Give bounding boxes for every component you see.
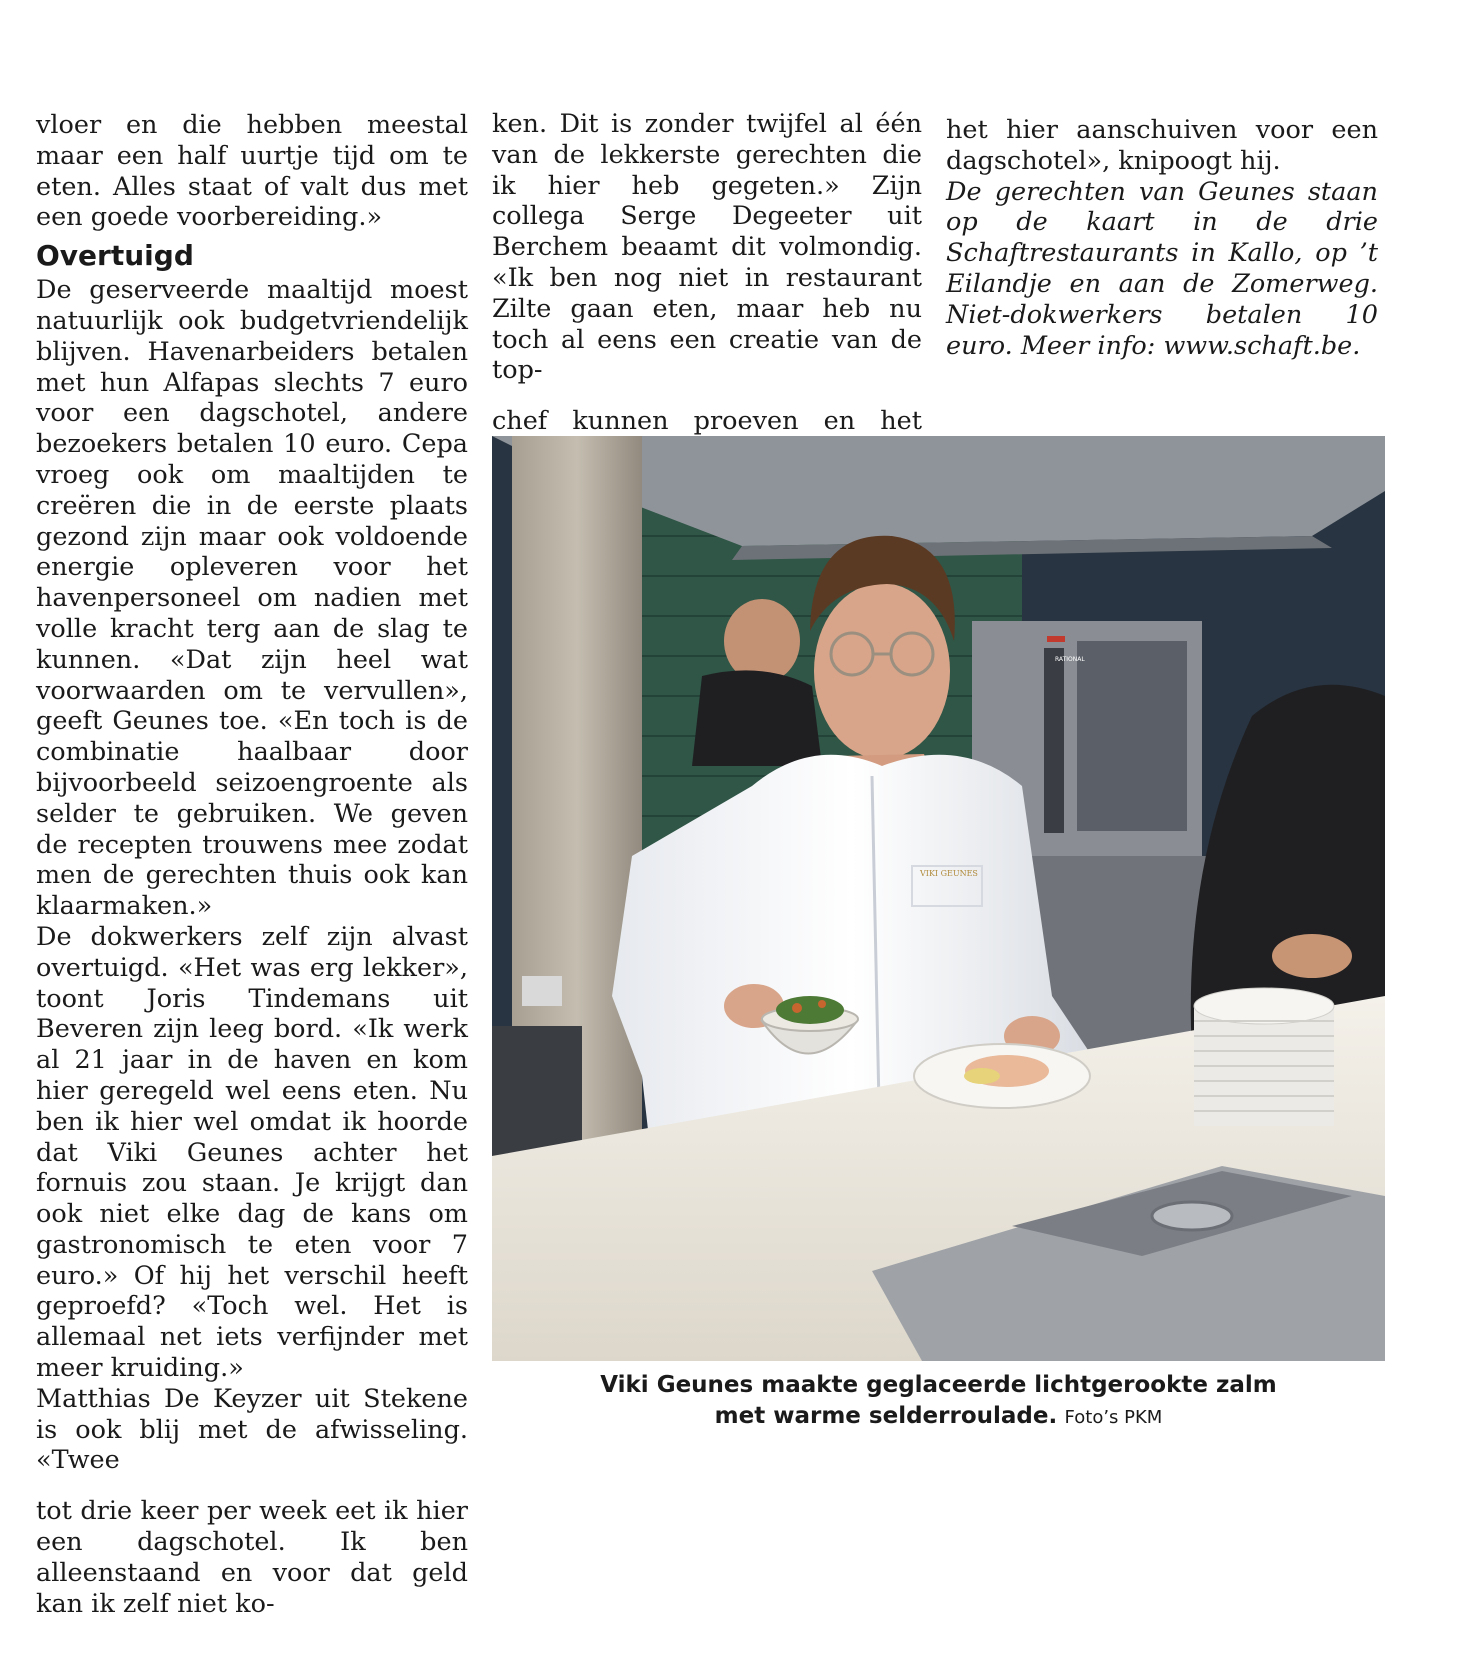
article-info-note: De gerechten van Geunes staan op de kaart in de drie Schaftrestaurants in Kallo, op ’t Eilandje en aan de Zomerweg. Niet-dokwerkers betalen 10 euro. Meer info: www.schaft.be. — [946, 176, 1378, 361]
article-subheading: Overtuigd — [36, 239, 194, 273]
photo-credit: Foto’s PKM — [1064, 1407, 1163, 1428]
article-paragraph: De geserveerde maaltijd moest natuurlijk ook budgetvriendelijk blijven. Havenarbeiders betalen met hun Alfapas slechts 7 euro voor een dagschotel, andere bezoekers betalen 10 euro. Cepa vroeg ook om maaltijden te creëren die in de eerste plaats gezond zijn maar ook voldoende energie opleveren voor het havenpersoneel om nadien met volle kracht terg aan de slag te kunnen. «Dat zijn heel wat voorwaarden om te vervullen», geeft Geunes toe. «En toch is de combinatie haalbaar door bijvoorbeeld seizoengroente als selder te gebruiken. We geven de recepten trouwens mee zodat men de gerechten thuis ook kan klaarmaken.» — [36, 275, 468, 922]
article-paragraph: Matthias De Keyzer uit Stekene is ook blij met de afwisseling. «Twee — [36, 1383, 468, 1476]
article-paragraph: De dokwerkers zelf zijn alvast overtuigd. «Het was erg lekker», toont Joris Tindemans uit Beveren zijn leeg bord. «Ik werk al 21 jaar in de haven en kom hier geregeld wel eens eten. Nu ben ik hier wel omdat ik hoorde dat Viki Geunes achter het fornuis zou staan. Je krijgt dan ook niet elke dag de kans om gastronomisch te eten voor 7 euro.» Of hij het verschil heeft geproefd? «Toch wel. Het is allemaal net iets verfijnder met meer kruiding.» — [36, 921, 468, 1384]
article-paragraph: vloer en die hebben meestal maar een half uurtje tijd om te eten. Alles staat of valt dus met een goede voorbereiding.» — [36, 110, 468, 233]
article-column-1 — [36, 110, 468, 1619]
article-paragraph: ken. Dit is zonder twijfel al één van de lekkerste gerechten die ik hier heb gegeten.» Zijn collega Serge Degeeter uit Berchem beaamt dit volmondig. «Ik ben nog niet in restaurant Zilte gaan eten, maar heb nu toch al eens een creatie van de top- — [492, 109, 922, 386]
jacket-embroidery: VIKI GEUNES — [920, 869, 978, 878]
article-column-3 — [946, 115, 1378, 361]
photo-caption — [492, 1370, 1385, 1433]
chef-face — [814, 583, 950, 759]
plate-stack — [1194, 988, 1334, 1126]
article-paragraph: tot drie keer per week eet ik hier een dagschotel. Ik ben alleenstaand en voor dat geld kan ik zelf niet ko- — [36, 1496, 468, 1619]
article-paragraph: chef kunnen proeven en het — [492, 406, 922, 437]
caption-line-1: Viki Geunes maakte geglaceerde lichtgerookte zalm — [600, 1372, 1277, 1398]
caption-line-2: met warme selderroulade. — [714, 1403, 1058, 1429]
chef-photo — [492, 436, 1385, 1361]
article-paragraph: het hier aanschuiven voor een dagschotel», knipoogt hij. — [946, 115, 1378, 176]
oven-brand: RATIONAL — [1055, 656, 1085, 663]
